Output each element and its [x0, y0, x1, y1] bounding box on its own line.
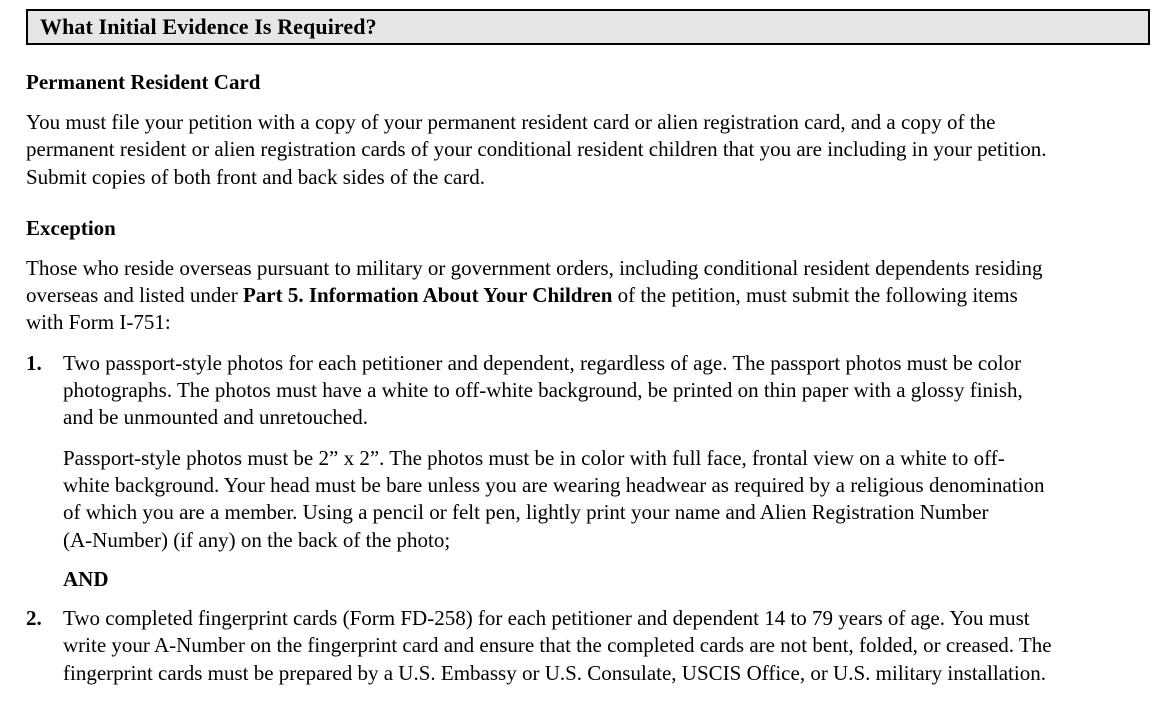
paragraph-line: photographs. The photos must have a white to off-white background, be printed on thin paper with a glossy finish, — [63, 378, 1023, 403]
exception-heading: Exception — [26, 215, 116, 240]
paragraph-line: You must file your petition with a copy of your permanent resident card or alien registration card, and a copy of the — [26, 110, 996, 134]
paragraph-line — [26, 282, 1150, 309]
document-page — [26, 9, 1150, 687]
list-item-number: 1. — [26, 350, 42, 375]
paragraph-line: write your A-Number on the fingerprint card and ensure that the completed cards are not bent, folded, or creased. The — [63, 633, 1052, 658]
list-item-number: 2. — [26, 606, 42, 631]
part-5-reference: Part 5. Information About Your Children — [242, 283, 613, 308]
passport-photo-details — [63, 445, 1150, 554]
section-header — [26, 9, 1150, 45]
paragraph-line: with Form I-751: — [26, 310, 171, 335]
text-run: overseas and listed under — [26, 283, 243, 308]
permanent-resident-card-heading: Permanent Resident Card — [26, 70, 261, 94]
paragraph-line: and be unmounted and unretouched. — [63, 405, 368, 430]
paragraph-line: permanent resident or alien registration cards of your conditional resident children that you are including in your petition. — [26, 137, 1047, 162]
paragraph-line: Passport-style photos must be 2” x 2”. The photos must be in color with full face, frontal view on a white to off- — [63, 445, 1005, 470]
paragraph-line: Those who reside overseas pursuant to military or government orders, including conditional resident dependents residing — [26, 255, 1043, 280]
list-item-body — [63, 605, 1150, 687]
exception-paragraph — [26, 255, 1150, 337]
paragraph-line: fingerprint cards must be prepared by a U.S. Embassy or U.S. Consulate, USCIS Office, or U.S. military installation. — [63, 660, 1046, 685]
paragraph-line: Two completed fingerprint cards (Form FD-258) for each petitioner and dependent 14 to 79 years of age. You must — [63, 606, 1030, 631]
paragraph-line: of which you are a member. Using a pencil or felt pen, lightly print your name and Alien Registration Number — [63, 500, 989, 525]
list-item — [26, 350, 1150, 593]
paragraph-line: Submit copies of both front and back sides of the card. — [26, 164, 485, 189]
section-title: What Initial Evidence Is Required? — [40, 14, 377, 39]
list-item-body — [63, 350, 1150, 593]
paragraph-line: (A-Number) (if any) on the back of the photo; — [63, 527, 451, 552]
paragraph-line: Two passport-style photos for each petitioner and dependent, regardless of age. The passport photos must be color — [63, 350, 1022, 375]
text-run: of the petition, must submit the following items — [612, 283, 1018, 308]
and-conjunction: AND — [63, 566, 109, 591]
permanent-resident-card-paragraph — [26, 109, 1150, 191]
paragraph-line: white background. Your head must be bare unless you are wearing headwear as required by a religious denomination — [63, 472, 1045, 497]
list-item — [26, 605, 1150, 687]
